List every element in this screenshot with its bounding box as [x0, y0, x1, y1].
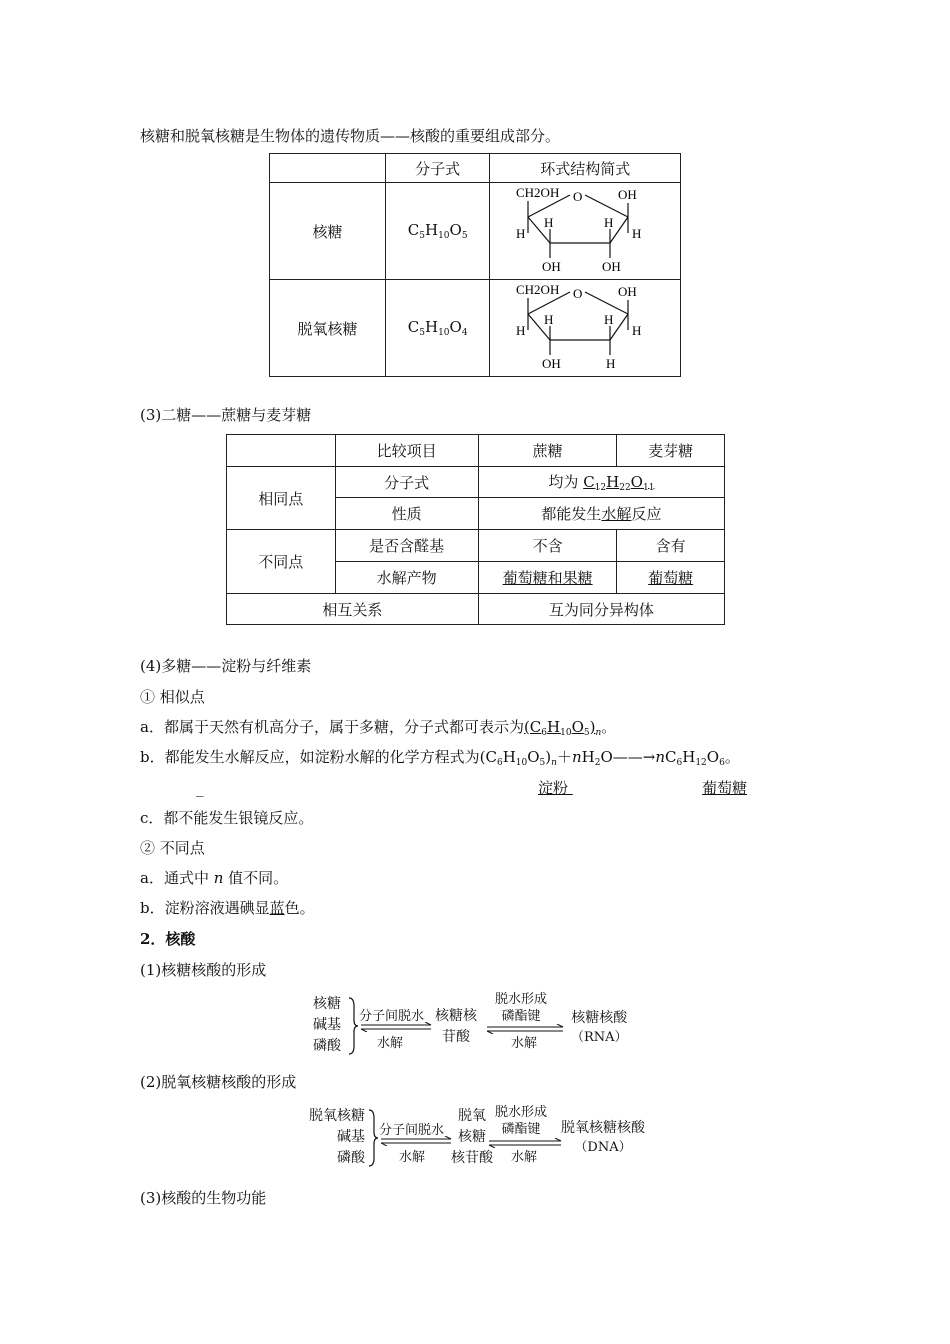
dna-title: (2)脱氧核糖核酸的形成 — [140, 1073, 297, 1091]
bottom-left-oh: OH — [542, 259, 561, 274]
diff-label: 不同点 — [227, 530, 336, 594]
h-label-2: H — [544, 215, 554, 230]
bottom-left-oh: OH — [542, 356, 561, 371]
deoxyribose-ring-diagram — [510, 280, 660, 372]
hydrolysis-sucrose: 葡萄糖和果糖 — [478, 562, 616, 594]
rna-flow: 核糖 碱基 磷酸 分子间脱水 水解 核糖核 苷酸 脱水形成 磷酯键 水解 核糖核酸 （RNA） — [313, 994, 643, 1060]
item-c1: c．都不能发生银镜反应。 — [140, 809, 314, 827]
ribose-structure — [490, 183, 681, 280]
relation-label: 相互关系 — [227, 594, 479, 625]
intro-text: 核糖和脱氧核糖是生物体的遗传物质——核酸的重要组成部分。 — [140, 127, 561, 145]
h-label-1: H — [516, 226, 526, 241]
starch-label: 淀粉 — [538, 779, 569, 797]
nucleic-acid-heading: 2．核酸 — [140, 930, 196, 948]
glucose-label: 葡萄糖 — [702, 779, 748, 797]
property-value: 都能发生水解反应 — [478, 498, 724, 530]
deoxyribose-structure — [490, 280, 681, 377]
ribose-name: 核糖 — [270, 183, 386, 280]
similar-heading: ① 相似点 — [140, 688, 205, 706]
property-label: 性质 — [335, 498, 478, 530]
item-b1: b．都能发生水解反应，如淀粉水解的化学方程式为$(C_6H_{10}O_5)_n+nH_2O——\to nC_6H_{12}O_6$。 — [140, 748, 740, 768]
ch2oh-label: CH2OH — [516, 185, 560, 200]
disaccharide-title: (3)二糖——蔗糖与麦芽糖 — [140, 406, 312, 424]
col-sucrose: 蔗糖 — [478, 435, 616, 467]
ch2oh-label: CH2OH — [516, 282, 560, 297]
hydrolysis-maltose: 葡萄糖 — [617, 562, 725, 594]
h-label-1: H — [516, 323, 526, 338]
sugar-table — [269, 153, 681, 377]
header-structure: 环式结构简式 — [490, 154, 681, 183]
hydrolysis-label: 水解产物 — [335, 562, 478, 594]
underline-blank: _ — [196, 779, 204, 797]
header-empty — [270, 154, 386, 183]
formula-value: 均为 $C_{12}H_{22}O_{11}$ — [478, 467, 724, 498]
double-arrow-icon — [379, 1136, 453, 1146]
equation-labels — [538, 778, 756, 798]
h-label-3: H — [604, 215, 614, 230]
h-label-2: H — [544, 312, 554, 327]
ribose-ring-diagram — [510, 183, 660, 275]
aldehyde-maltose: 含有 — [617, 530, 725, 562]
disaccharide-table — [226, 434, 725, 625]
relation-value: 互为同分异构体 — [478, 594, 724, 625]
deoxyribose-formula: $C_5H_{10}O_4$ — [385, 280, 490, 377]
deoxyribose-name: 脱氧核糖 — [270, 280, 386, 377]
polysaccharide-title: (4)多糖——淀粉与纤维素 — [140, 657, 312, 675]
brace-icon — [347, 996, 359, 1056]
h-label-3: H — [604, 312, 614, 327]
function-title: (3)核酸的生物功能 — [140, 1189, 267, 1207]
bottom-right-h: H — [606, 356, 616, 371]
rna-nucleotide: 核糖核 苷酸 — [435, 1008, 477, 1045]
aldehyde-sucrose: 不含 — [478, 530, 616, 562]
double-arrow-icon — [359, 1022, 433, 1032]
dna-nucleotide: 脱氧 核糖 核苷酸 — [451, 1108, 493, 1166]
brace-icon — [367, 1108, 379, 1168]
item-a2: a．通式中 n 值不同。 — [140, 869, 289, 887]
ring-oxygen-label: O — [573, 189, 583, 204]
aldehyde-label: 是否含醛基 — [335, 530, 478, 562]
ribose-formula: $C_5H_{10}O_5$ — [385, 183, 490, 280]
rna-inputs: 核糖 碱基 磷酸 — [313, 996, 341, 1054]
bottom-right-oh: OH — [602, 259, 621, 274]
item-b2: b．淀粉溶液遇碘显蓝色。 — [140, 899, 315, 917]
h-label-4: H — [632, 226, 642, 241]
right-oh-label: OH — [618, 284, 637, 299]
right-oh-label: OH — [618, 187, 637, 202]
header-formula: 分子式 — [385, 154, 490, 183]
corner-cell — [227, 435, 336, 467]
h-label-4: H — [632, 323, 642, 338]
col-compare: 比较项目 — [335, 435, 478, 467]
dna-inputs: 脱氧核糖 碱基 磷酸 — [309, 1108, 365, 1166]
ring-oxygen-label: O — [573, 286, 583, 301]
dna-flow: 脱氧核糖 碱基 磷酸 分子间脱水 水解 脱氧 核糖 核苷酸 脱水形成 磷酯键 水解 脱氧核糖核酸 （DNA） — [303, 1106, 663, 1172]
same-label: 相同点 — [227, 467, 336, 530]
formula-label: 分子式 — [335, 467, 478, 498]
different-heading: ② 不同点 — [140, 839, 205, 857]
dna-output: 脱氧核糖核酸 （DNA） — [561, 1120, 645, 1155]
rna-output: 核糖核酸 （RNA） — [571, 1010, 628, 1045]
col-maltose: 麦芽糖 — [617, 435, 725, 467]
item-a1: a．都属于天然有机高分子，属于多糖，分子式都可表示为$(C_6H_{10}O_5)_n$。 — [140, 718, 617, 738]
rna-title: (1)核糖核酸的形成 — [140, 961, 267, 979]
